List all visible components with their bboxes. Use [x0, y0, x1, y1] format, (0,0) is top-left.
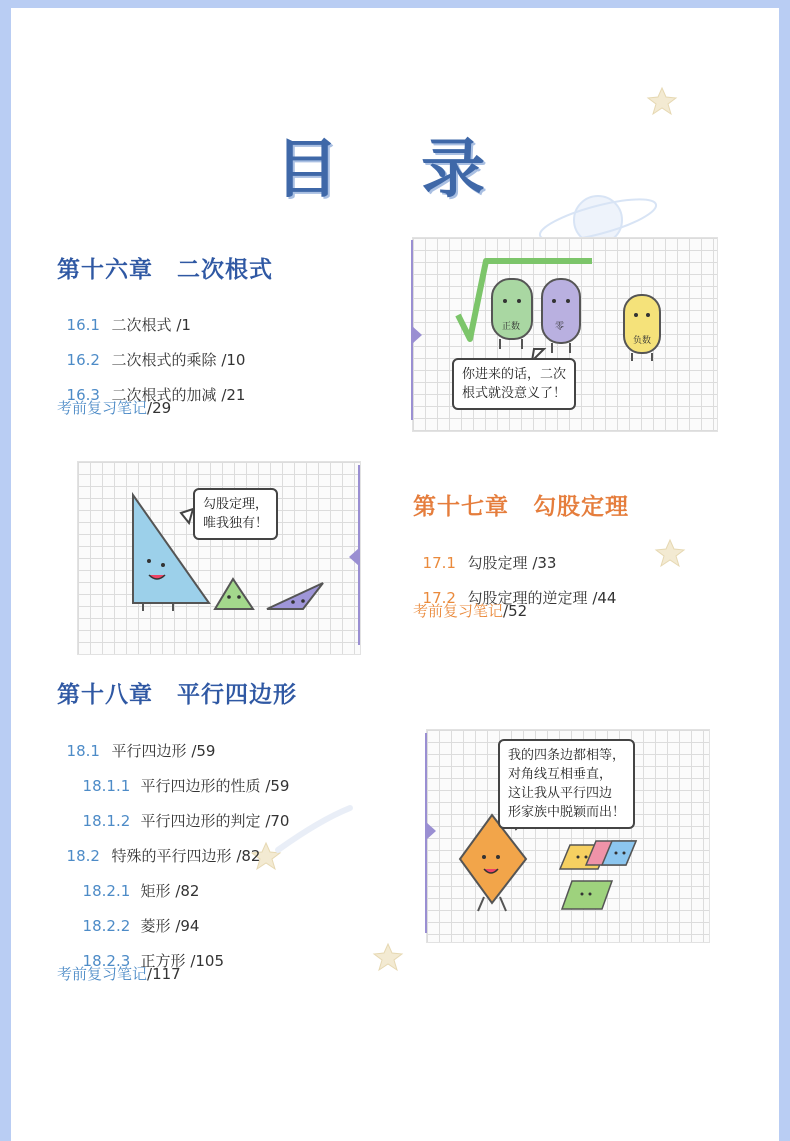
- parallelogram-family: [560, 841, 636, 909]
- toc-entry[interactable]: [73, 893, 200, 935]
- section-number: 18.2.1: [82, 882, 131, 900]
- section-number: 16.3: [66, 386, 100, 404]
- review-notes-entry[interactable]: [57, 397, 171, 419]
- section-title: 勾股定理 /33: [467, 554, 557, 572]
- chapter-17-title[interactable]: 第十七章 勾股定理: [413, 494, 629, 520]
- positive-number-character: [492, 279, 532, 349]
- page-title: 目 录: [274, 133, 516, 207]
- sqrt-speech-bubble: 你进来的话，二次 根式就没意义了！: [452, 358, 576, 410]
- rhombus-speech-bubble: 我的四条边都相等， 对角线互相垂直， 这让我从平行四边 形家族中脱颖而出！: [498, 739, 635, 829]
- small-triangle-character: [215, 579, 253, 609]
- section-number: 18.1.1: [82, 777, 131, 795]
- section-number: 18.2.2: [82, 917, 131, 935]
- section-number: 18.2: [66, 847, 100, 865]
- section-title: 正方形 /105: [140, 952, 224, 970]
- toc-entry[interactable]: [413, 530, 557, 572]
- review-notes-entry[interactable]: [57, 963, 181, 985]
- section-number: 18.1.2: [82, 812, 131, 830]
- section-title: 矩形 /82: [140, 882, 200, 900]
- section-title: 平行四边形的性质 /59: [140, 777, 290, 795]
- section-number: 17.1: [422, 554, 456, 572]
- obtuse-triangle-character: [267, 583, 323, 609]
- review-page: /52: [503, 602, 528, 620]
- section-title: 二次根式的乘除 /10: [111, 351, 246, 369]
- chapter-16-title[interactable]: 第十六章 二次根式: [57, 257, 273, 283]
- zero-character: [542, 279, 580, 353]
- toc-entry[interactable]: [57, 327, 246, 369]
- toc-entry[interactable]: [57, 292, 191, 334]
- section-title: 平行四边形的判定 /70: [140, 812, 290, 830]
- section-number: 17.2: [422, 589, 456, 607]
- review-notes-entry[interactable]: [413, 600, 527, 622]
- negative-label: 负数: [633, 336, 652, 346]
- positive-label: 正数: [502, 322, 521, 332]
- section-number: 18.1: [66, 742, 100, 760]
- zero-label: 零: [555, 322, 565, 332]
- review-label: 考前复习笔记: [57, 965, 148, 983]
- section-title: 平行四边形 /59: [111, 742, 216, 760]
- review-page: /117: [147, 965, 181, 983]
- chapter-18-title[interactable]: 第十八章 平行四边形: [57, 682, 297, 708]
- toc-entry[interactable]: [73, 858, 200, 900]
- section-number: 16.1: [66, 316, 100, 334]
- section-number: 16.2: [66, 351, 100, 369]
- toc-entry[interactable]: [57, 362, 246, 404]
- toc-entry[interactable]: [73, 753, 290, 795]
- section-title: 勾股定理的逆定理 /44: [467, 589, 617, 607]
- section-title: 二次根式的加减 /21: [111, 386, 246, 404]
- negative-number-character: [624, 295, 660, 361]
- toc-entry[interactable]: [57, 823, 261, 865]
- section-title: 菱形 /94: [140, 917, 200, 935]
- toc-entry[interactable]: [57, 718, 216, 760]
- section-number: 18.2.3: [82, 952, 131, 970]
- review-label: 考前复习笔记: [57, 399, 148, 417]
- toc-entry[interactable]: [73, 928, 224, 970]
- toc-entry[interactable]: [413, 565, 617, 607]
- section-title: 二次根式 /1: [111, 316, 191, 334]
- triangles-speech-bubble: 勾股定理， 唯我独有！: [193, 488, 278, 540]
- review-label: 考前复习笔记: [413, 602, 504, 620]
- toc-entry[interactable]: [73, 788, 290, 830]
- review-page: /29: [147, 399, 172, 417]
- section-title: 特殊的平行四边形 /82: [111, 847, 261, 865]
